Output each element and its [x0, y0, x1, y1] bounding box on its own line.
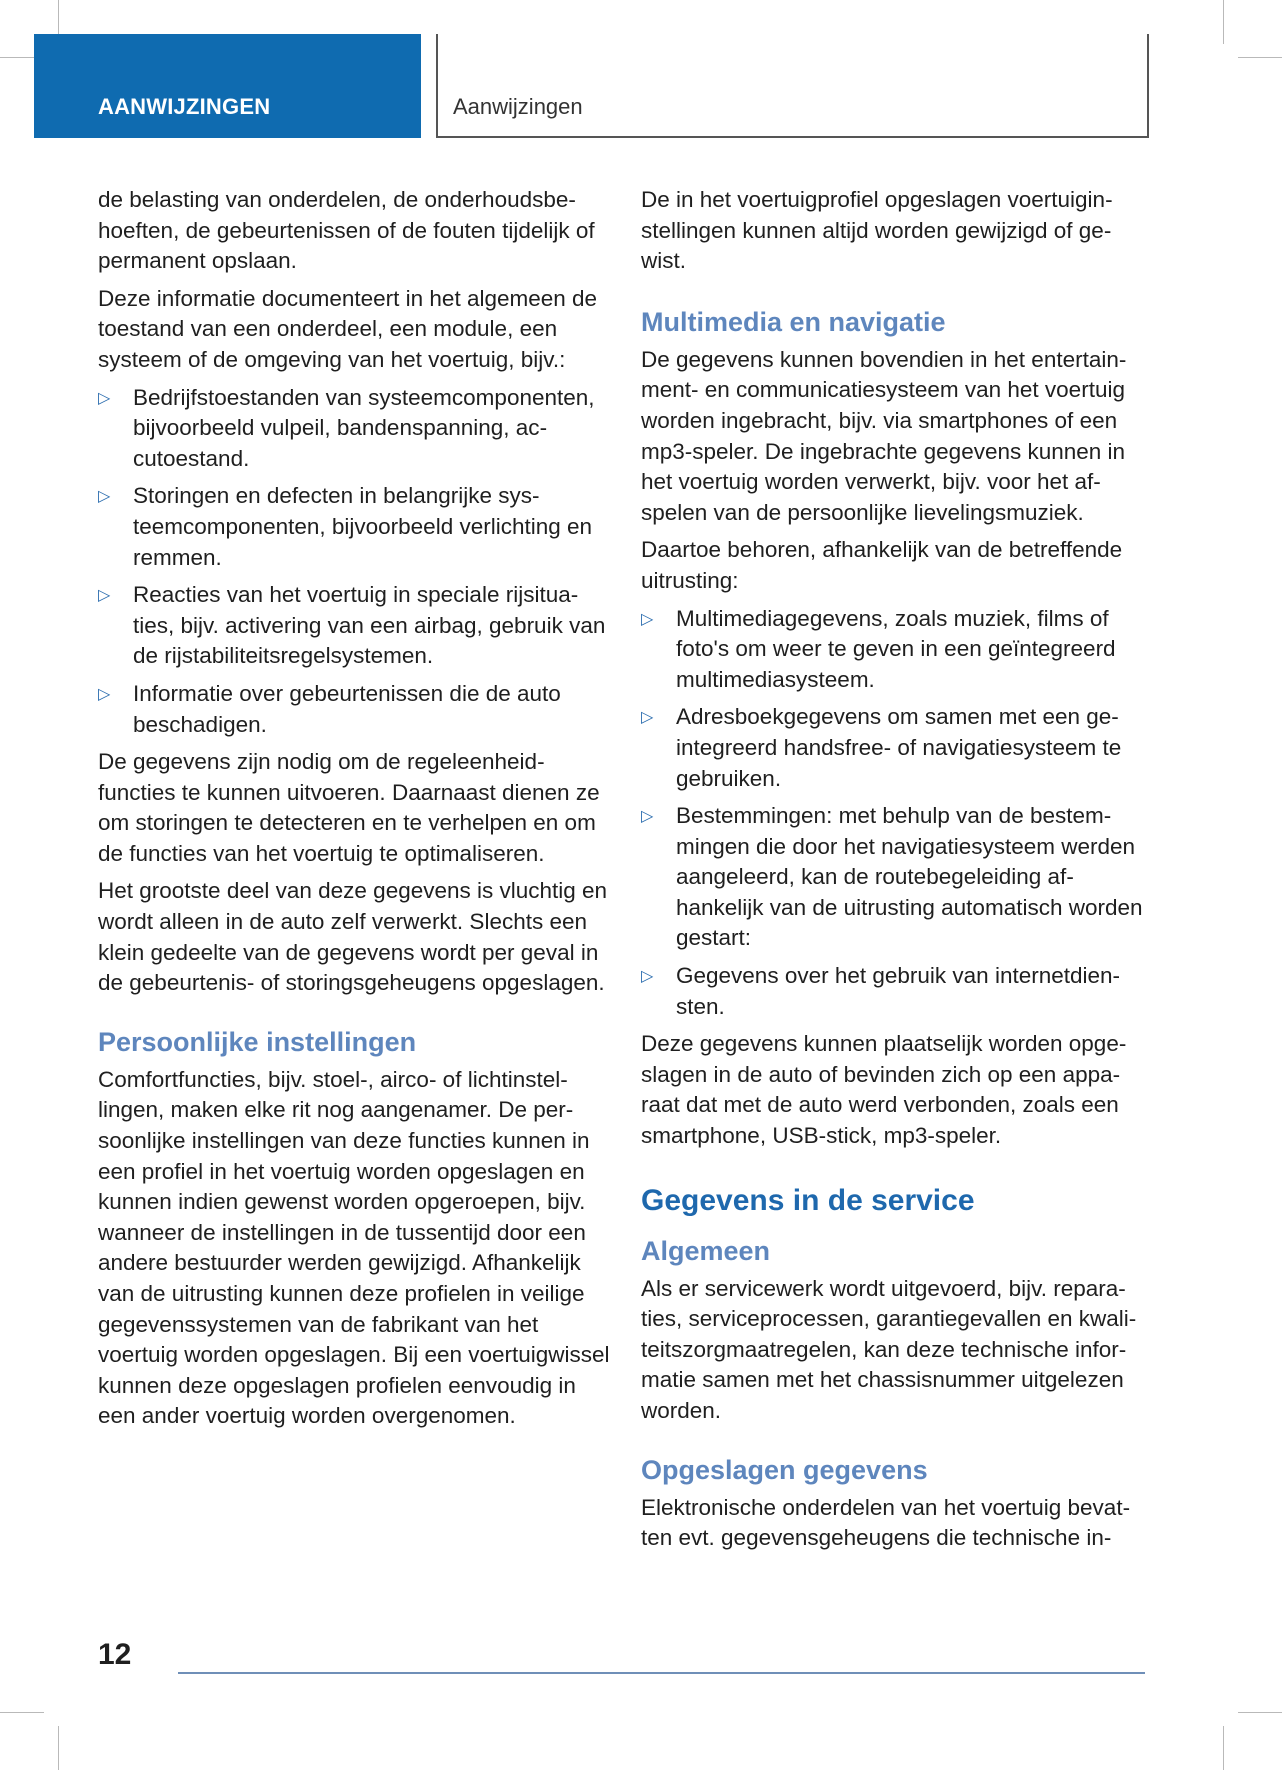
- footer-rule: [178, 1672, 1145, 1674]
- crop-mark: [1238, 1712, 1282, 1713]
- triangle-bullet-icon: ▷: [641, 610, 654, 628]
- crop-mark: [1223, 0, 1224, 44]
- list-item-text: Bedrijfstoestanden van systeemcomponenten, bijvoorbeeld vulpeil, bandenspanning, accutoestand.: [133, 384, 595, 471]
- triangle-bullet-icon: ▷: [641, 968, 654, 986]
- heading-service-data: Gegevens in de service: [641, 1183, 975, 1217]
- triangle-bullet-icon: ▷: [641, 709, 654, 727]
- paragraph: Comfortfuncties, bijv. stoel-, airco- of lichtinstellingen, maken elke rit nog aangenamer. De persoonlijke instellingen van deze functies kunnen in een profiel in het voertuig worden opgeslagen en kunnen indien gewenst worden opgeroepen, bijv. wanneer de instellingen in de tussentijd door een andere bestuurder werden gewijzigd. Afhankelijk van de uitrusting kunnen deze profielen in veilige gegevenssystemen van de fabrikant van het voertuig worden opgeslagen. Bij een voertuigwissel kunnen deze opgeslagen profielen eenvoudig in een ander voertuig worden overgenomen.: [98, 1066, 610, 1429]
- paragraph: De in het voertuigprofiel opgeslagen voertuiginstellingen kunnen altijd worden gewijzigd of gewist.: [641, 187, 1113, 274]
- triangle-bullet-icon: ▷: [641, 808, 654, 826]
- crop-mark: [1238, 57, 1282, 58]
- list-item-text: Bestemmingen: met behulp van de bestemmingen die door het navigatiesysteem werden aangeleerd, kan de routebegeleiding afhankelijk van de uitrusting automatisch worden gestart:: [676, 803, 1143, 951]
- bullet-list: [98, 383, 610, 741]
- list-item: [98, 580, 610, 672]
- left-column: [98, 185, 610, 1439]
- section-title-box: [436, 34, 1149, 138]
- subheading-personal-settings: Persoonlijke instellingen: [98, 1026, 417, 1057]
- list-item: [641, 604, 1146, 696]
- paragraph: de belasting van onderdelen, de onderhoudsbehoeften, de gebeurtenissen of de fouten tijdelijk of permanent opslaan.: [98, 187, 595, 274]
- list-item: [98, 679, 610, 740]
- triangle-bullet-icon: ▷: [98, 587, 111, 605]
- subheading-stored-data: Opgeslagen gegevens: [641, 1454, 928, 1485]
- triangle-bullet-icon: ▷: [98, 488, 111, 506]
- paragraph: De gegevens kunnen bovendien in het entertainment- en communicatiesysteem van het voertuig worden ingebracht, bijv. via smartphones of een mp3-speler. De ingebrachte gegevens kunnen in het voertuig worden verwerkt, bijv. voor het afspelen van de persoonlijke lievelingsmuziek.: [641, 346, 1127, 525]
- paragraph: Deze gegevens kunnen plaatselijk worden opgeslagen in de auto of bevinden zich op een apparaat dat met de auto werd verbonden, zoals een smartphone, USB-stick, mp3-speler.: [641, 1031, 1127, 1149]
- list-item-text: Informatie over gebeurtenissen die de auto beschadigen.: [133, 680, 561, 737]
- page-number: 12: [98, 1638, 132, 1671]
- list-item-text: Multimediagegevens, zoals muziek, films of foto's om weer te geven in een geïntegreerd multimediasysteem.: [676, 605, 1116, 692]
- list-item-text: Reacties van het voertuig in speciale rijsituaties, bijv. activering van een airbag, gebruik van de rijstabiliteitsregelsystemen.: [133, 582, 606, 669]
- subheading-multimedia: Multimedia en navigatie: [641, 306, 946, 337]
- crop-mark: [58, 1726, 59, 1770]
- crop-mark: [1223, 1726, 1224, 1770]
- right-column: [641, 185, 1146, 1561]
- subheading-general: Algemeen: [641, 1235, 771, 1266]
- paragraph: Elektronische onderdelen van het voertuig bevatten evt. gegevensgeheugens die technische in-: [641, 1494, 1131, 1551]
- section-title: Aanwijzingen: [453, 94, 583, 119]
- list-item: [98, 383, 610, 475]
- list-item-text: Gegevens over het gebruik van internetdiensten.: [676, 963, 1121, 1019]
- section-tab: [34, 34, 421, 138]
- bullet-list: [641, 604, 1146, 1023]
- paragraph: De gegevens zijn nodig om de regeleenheidfuncties te kunnen uitvoeren. Daarnaast dienen ze om storingen te detecteren en te verhelpen en om de functies van het voertuig te optimaliseren.: [98, 749, 600, 866]
- section-tab-label: AANWIJZINGEN: [98, 94, 271, 119]
- triangle-bullet-icon: ▷: [98, 685, 111, 703]
- list-item: [641, 961, 1146, 1022]
- list-item-text: Adresboekgegevens om samen met een geintegreerd handsfree- of navigatiesysteem te gebruiken.: [676, 704, 1122, 791]
- list-item: [641, 801, 1146, 954]
- paragraph: Het grootste deel van deze gegevens is vluchtig en wordt alleen in de auto zelf verwerkt. Slechts een klein gedeelte van de gegevens wordt per geval in de gebeurtenis- of storingsgeheugens opgeslagen.: [98, 878, 608, 996]
- list-item: [98, 481, 610, 573]
- list-item-text: Storingen en defecten in belangrijke systeemcomponenten, bijvoorbeeld verlichting en remmen.: [133, 483, 593, 570]
- list-item: [641, 702, 1146, 794]
- paragraph: Als er servicewerk wordt uitgevoerd, bijv. reparaties, serviceprocessen, garantiegevallen en kwaliteitszorgmaatregelen, kan deze technische informatie samen met het chassisnummer uitgelezen worden.: [641, 1275, 1137, 1423]
- paragraph: Daartoe behoren, afhankelijk van de betreffende uitrusting:: [641, 537, 1123, 593]
- crop-mark: [0, 1712, 44, 1713]
- triangle-bullet-icon: ▷: [98, 389, 111, 407]
- crop-mark: [58, 0, 59, 36]
- paragraph: Deze informatie documenteert in het algemeen de toestand van een onderdeel, een module, een systeem of de omgeving van het voertuig, bijv.:: [98, 285, 598, 372]
